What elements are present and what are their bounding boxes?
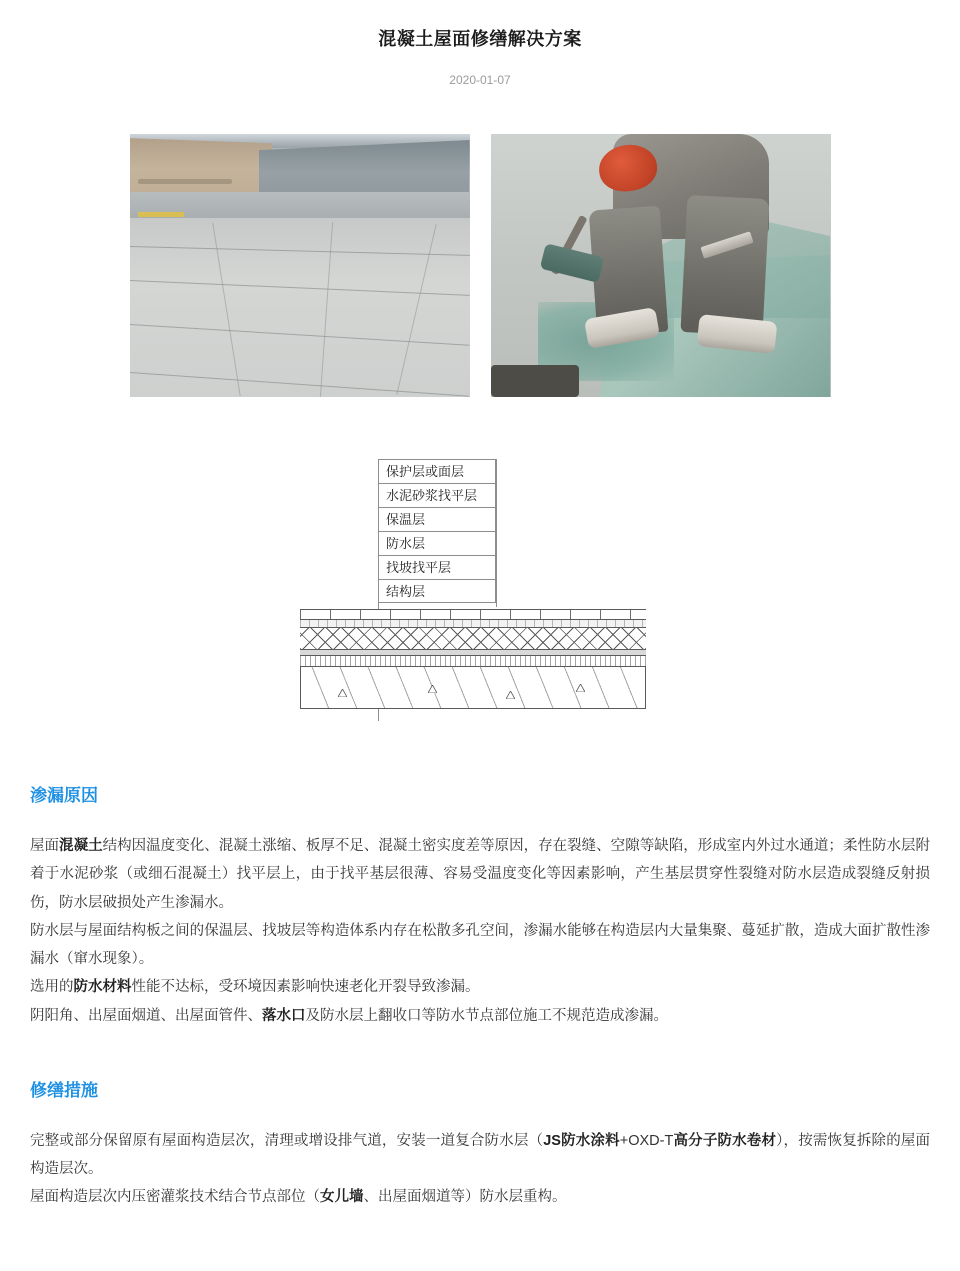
layer-label: 保温层 [378, 507, 496, 531]
layer-label: 水泥砂浆找平层 [378, 483, 496, 507]
layer-band-insulation [300, 628, 646, 650]
layer-band-structure [300, 667, 646, 709]
paragraph: 阴阳角、出屋面烟道、出屋面管件、落水口及防水层上翻收口等防水节点部位施工不规范造成渗漏。 [30, 1007, 668, 1024]
diagram-wrapper [30, 459, 930, 721]
photo-row [30, 134, 930, 397]
section-heading-repair-measures: 修缮措施 [30, 1080, 98, 1100]
section-heading-seepage-causes: 渗漏原因 [30, 786, 98, 806]
section-body-seepage-causes [30, 832, 930, 1030]
layer-label: 防水层 [378, 531, 496, 555]
layer-label: 结构层 [378, 579, 496, 603]
paragraph: 完整或部分保留原有屋面构造层次，清理或增设排气道，安装一道复合防水层（JS防水涂料+OXD-T高分子防水卷材），按需恢复拆除的屋面构造层次。 [30, 1132, 931, 1178]
roof-section-drawing [300, 609, 646, 709]
layer-label: 保护层或面层 [378, 459, 496, 483]
worker-applying-waterproof-coating-photo [491, 134, 831, 397]
section-body-repair-measures [30, 1127, 930, 1212]
document-page [0, 12, 960, 1212]
page-title: 混凝土屋面修缮解决方案 [378, 29, 582, 50]
concrete-basin-photo [130, 134, 470, 397]
paragraph: 屋面构造层次内压密灌浆技术结合节点部位（女儿墙、出屋面烟道等）防水层重构。 [30, 1189, 567, 1206]
layer-label: 找坡找平层 [378, 555, 496, 579]
layer-band-slope-screed [300, 656, 646, 667]
layer-band-mortar-screed [300, 620, 646, 628]
layer-label-list [378, 459, 496, 603]
paragraph: 屋面混凝土结构因温度变化、混凝土涨缩、板厚不足、混凝土密实度差等原因，存在裂缝、空隙等缺陷，形成室内外过水通道；柔性防水层附着于水泥砂浆（或细石混凝土）找平层上，由于找平基层很薄、容易受温度变化等因素影响，产生基层贯穿性裂缝对防水层造成裂缝反射损伤，防水层破损处产生渗漏水。 [30, 838, 931, 911]
leader-line-vertical-right [496, 459, 497, 607]
layer-band-protection [300, 609, 646, 620]
paragraph: 防水层与屋面结构板之间的保温层、找坡层等构造体系内存在松散多孔空间，渗漏水能够在构造层内大量集聚、蔓延扩散，造成大面扩散性渗漏水（窜水现象）。 [30, 922, 930, 968]
roof-layer-section-diagram [300, 459, 660, 721]
publish-date: 2020-01-07 [449, 73, 511, 88]
paragraph: 选用的防水材料性能不达标，受环境因素影响快速老化开裂导致渗漏。 [30, 979, 480, 996]
